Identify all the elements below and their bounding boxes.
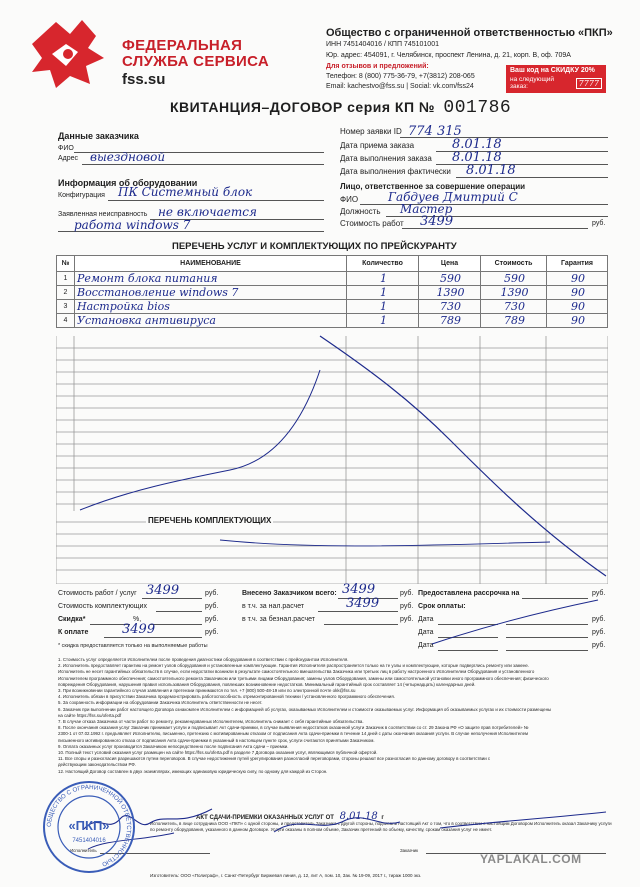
col-name: НАИМЕНОВАНИЕ — [75, 256, 347, 272]
col-price: Цена — [419, 256, 481, 272]
equipment-config-line — [108, 200, 324, 201]
cash-value: 3499 — [346, 596, 380, 611]
equipment-config-label: Конфигурация — [58, 192, 105, 199]
terms-line: 5. За сохранность информации на оборудовании Заказчика Исполнитель ответственности не несет. — [58, 700, 263, 706]
discount-percent: %, — [133, 616, 142, 623]
work-cost-label: Стоимость работ — [340, 219, 404, 228]
printer-footer: Изготовитель: ООО «Полиграф», г. Санкт-Петербург Биржевая линия, д. 12, лит А, пом. 10, Зак. № 19-09, 2017 г., тираж 1000 экз. — [150, 873, 422, 878]
services-header-row — [57, 256, 608, 272]
col-cost: Стоимость — [481, 256, 547, 272]
cell-price: 789 — [419, 314, 481, 328]
cell-qty: 1 — [347, 286, 419, 300]
cell-name: Установка антивируса — [75, 314, 347, 328]
cell-cost: 730 — [481, 300, 547, 314]
paid-total-value: 3499 — [342, 582, 376, 597]
discount-unit: руб. — [205, 616, 219, 623]
due-label: Срок оплаты: — [418, 603, 466, 610]
cashless-line — [324, 624, 398, 625]
customer-address-label: Адрес — [58, 155, 79, 162]
work-cost-value: 3499 — [420, 214, 454, 229]
discount-amount-line — [150, 624, 202, 625]
cell-number: 1 — [57, 272, 75, 286]
order-number-value: 774 315 — [408, 124, 462, 139]
stamp-center-text: «ПКП» — [68, 818, 110, 833]
responsible-fio-label: ФИО — [340, 195, 359, 204]
to-pay-line — [104, 637, 202, 638]
table-row — [57, 286, 608, 300]
work-total-value: 3499 — [146, 583, 180, 598]
company-email: Email: kachestvo@fss.su | Social: vk.com/fss24 — [326, 83, 474, 90]
company-name: Общество с ограниченной ответственностью «ПКП» — [326, 27, 613, 39]
cell-price: 590 — [419, 272, 481, 286]
order-number-label: Номер заявки ID — [340, 127, 402, 136]
equipment-heading: Информация об оборудовании — [58, 178, 198, 188]
table-row — [57, 272, 608, 286]
equipment-issue-value-1: не включается — [158, 205, 257, 219]
equipment-issue-value-2: работа windows 7 — [74, 218, 191, 232]
act-text: Исполнитель, в лице сотрудника ООО «ПКП» с одной стороны, и представитель Заказчика с другой стороны, подписали настоящий Акт о том, что в соответствии с настоящим Договором Исполнитель оказал Заказчику услуги по ремонту оборудования, указанного в данном Договоре. Услуги оказаны в полном объеме, Заказчик претензий по объему, качеству, срокам оказания услуг не имеет. — [150, 821, 612, 833]
stamp-inn-text: 7451404016 — [72, 838, 106, 844]
document-title — [170, 98, 511, 118]
feedback-title: Для отзывов и предложений: — [326, 63, 429, 70]
work-cost-unit: руб. — [592, 220, 606, 227]
header — [0, 0, 640, 98]
due-unit-2: руб. — [592, 629, 606, 636]
discount-label: Скидка* — [58, 616, 86, 623]
terms-line: 12. Настоящий Договор составлен в двух экземплярах, имеющих одинаковую юридическую силу, по одному для каждой из Сторон. — [58, 768, 328, 774]
discount-line-2: на следующий заказ: — [510, 76, 555, 90]
discount-footnote: * скидка предоставляется только на выполняемые работы — [58, 643, 208, 649]
cell-number: 2 — [57, 286, 75, 300]
components-total-unit: руб. — [205, 603, 219, 610]
fss-logo-icon — [26, 14, 110, 90]
cell-name: Ремонт блока питания — [75, 272, 347, 286]
to-pay-unit: руб. — [205, 629, 219, 636]
cell-warranty: 90 — [547, 286, 608, 300]
cell-warranty: 90 — [547, 300, 608, 314]
table-row — [57, 300, 608, 314]
installment-label: Предоставлена рассрочка на — [418, 590, 520, 597]
company-inn: ИНН 7451404016 / КПП 745101001 — [326, 41, 439, 48]
to-pay-value: 3499 — [122, 622, 156, 637]
col-qty: Количество — [347, 256, 419, 272]
customer-address-line — [82, 164, 324, 165]
due-amount-line-3 — [506, 650, 588, 651]
done-date-value: 8.01.18 — [452, 150, 502, 165]
responsible-position-label: Должность — [340, 207, 381, 216]
terms-block — [58, 657, 614, 775]
paid-total-unit: руб. — [400, 590, 414, 597]
terms-line: 9. Оплата оказанных услуг производится Заказчиком непосредственно после подписания Акта сдачи – приемки. — [58, 743, 289, 749]
installment-strike-mark — [430, 598, 600, 648]
signature-customer-label: Заказчик — [400, 848, 419, 853]
company-stamp — [42, 780, 136, 874]
cell-name: Настройка bios — [75, 300, 347, 314]
terms-line: Исполнителем программного обеспечения; самостоятельного ремонта Заказчиком или третьими лицами Оборудования; замены узлов Оборудования, замены или самостоятельной установки иного программного обеспечения; физического — [58, 675, 549, 681]
cell-price: 730 — [419, 300, 481, 314]
components-total-label: Стоимость комплектующих — [58, 603, 147, 610]
received-date-value: 8.01.18 — [452, 137, 502, 152]
discount-code: 7777 — [576, 78, 602, 89]
cash-label: в т.ч. за нал.расчет — [242, 603, 305, 610]
cash-line — [318, 611, 398, 612]
cell-qty: 1 — [347, 272, 419, 286]
watermark: YAPLAKAL.COM — [480, 852, 582, 866]
components-heading: ПЕРЕЧЕНЬ КОМПЛЕКТУЮЩИХ — [148, 516, 272, 525]
services-table-wrap — [56, 255, 608, 328]
strike-through-mark — [70, 330, 610, 580]
terms-line: 4. Исполнитель обязан в присутствии Заказчика продемонстрировать работоспособность отремонтированной техники / установленного программного обеспечения. — [58, 694, 395, 700]
terms-line: 2. Исполнитель предоставляет гарантию на ремонт узлов оборудования и установленные комплектующие. Гарантия Исполнителя распространяется только на те узлы и комплектующие, которые подверглись ремонту или замене. — [58, 663, 530, 669]
terms-line: письменного мотивированного отказа от подписания Акта сдачи-приемки в указанный в настоящем пункте срок, услуги считаются принятыми Заказчиком. — [58, 737, 375, 743]
equipment-issue-label: Заявленная неисправность — [58, 211, 148, 218]
components-total-line — [156, 611, 202, 612]
customer-address-value: выездновой — [90, 150, 166, 164]
col-warranty: Гарантия — [547, 256, 608, 272]
cashless-label: в т.ч. за безнал.расчет — [242, 616, 316, 623]
table-row — [57, 314, 608, 328]
cashless-unit: руб. — [400, 616, 414, 623]
terms-line: повреждения Оборудования, нарушения правил использования Оборудования, повлекших возникновение недостатков. Минимальный гарантийный срок составляет 14 (четырнадцать) календарных дней. — [58, 681, 476, 687]
cell-price: 1390 — [419, 286, 481, 300]
act-year-suffix: г — [381, 815, 384, 821]
col-number: № — [57, 256, 75, 272]
cell-cost: 1390 — [481, 286, 547, 300]
cell-qty: 1 — [347, 314, 419, 328]
act-heading-text: АКТ СДАЧИ-ПРИЕМКИ ОКАЗАННЫХ УСЛУГ ОТ — [196, 815, 334, 821]
received-date-label: Дата приема заказа — [340, 141, 415, 150]
terms-line: 7. В случае отказа Заказчика от части работ по ремонту, рекомендованных Исполнителем, Исполнитель снимает с себя гарантийные обязательства. — [58, 719, 364, 725]
due-date-label-3: Дата — [418, 642, 434, 649]
equipment-config-value: ПК Системный блок — [118, 185, 253, 199]
work-total-label: Стоимость работ / услуг — [58, 590, 137, 597]
logo-line-1: ФЕДЕРАЛЬНАЯ — [122, 37, 243, 54]
customer-signature-mark — [270, 808, 610, 838]
terms-line: 10. Полный текст условий оказания услуг размещен на сайте https://fss.su/oferta.pdf в разделе 7 Договора оказания услуг, являющимся публичной офертой. — [58, 750, 378, 756]
terms-line: действующим законодательством РФ. — [58, 762, 136, 768]
discount-line-1: Ваш код на СКИДКУ 20% — [510, 67, 595, 74]
company-phone: Телефон: 8 (800) 775-36-79, +7(3812) 208-065 — [326, 73, 475, 80]
company-address: Юр. адрес: 454091, г. Челябинск, проспект Ленина, д. 21, корп. В, оф. 709А — [326, 52, 571, 59]
cell-warranty: 90 — [547, 272, 608, 286]
cell-name: Восстановление windows 7 — [75, 286, 347, 300]
discount-badge — [506, 65, 606, 93]
done-date-label: Дата выполнения заказа — [340, 154, 432, 163]
terms-line: Исполнитель не несет гарантийных обязательств в случае, если недостатки возникли в результате самостоятельного вмешательства Заказчика или третьих лиц в работу настроенного Исполнителем Оборудования и установленного — [58, 669, 535, 675]
terms-line: 8. После окончания оказания услуг Заказчик принимает услуги и подписывает Акт сдачи-приемки, в случае выявления недостатков оказанной услуги Заказчик в соответствии со ст. 29 Закона РФ «О защите прав потребителей» № — [58, 725, 529, 731]
cell-number: 4 — [57, 314, 75, 328]
to-pay-label: К оплате — [58, 629, 89, 636]
terms-line: на сайте https://fss.su/oferta.pdf — [58, 712, 122, 718]
signature-executor-label: Исполнитель — [70, 848, 97, 853]
act-date-value: 8.01.18 — [339, 811, 378, 822]
cell-warranty: 90 — [547, 314, 608, 328]
logo-site: fss.su — [122, 71, 166, 88]
title-number: 001786 — [443, 98, 512, 118]
logo-line-2: СЛУЖБА СЕРВИСА — [122, 53, 270, 70]
actual-date-value: 8.01.18 — [466, 163, 516, 178]
work-total-line — [142, 598, 202, 599]
stamp-ring-text: ОБЩЕСТВО С ОГРАНИЧЕННОЙ ОТВЕТСТВЕННОСТЬЮ — [45, 783, 133, 868]
work-total-unit: руб. — [205, 590, 219, 597]
title-text: КВИТАНЦИЯ–ДОГОВОР серия КП № — [170, 99, 436, 115]
due-date-label-1: Дата — [418, 616, 434, 623]
due-unit-1: руб. — [592, 616, 606, 623]
responsible-position-value: Мастер — [400, 202, 453, 216]
actual-date-label: Дата выполнения фактически — [340, 167, 451, 176]
cell-cost: 789 — [481, 314, 547, 328]
terms-line: 1. Стоимость услуг определяется Исполнителем после проведения диагностики оборудования в соответствии с прейскурантом Исполнителя. — [58, 657, 349, 662]
customer-heading: Данные заказчика — [58, 131, 139, 141]
cell-number: 3 — [57, 300, 75, 314]
responsible-fio-line — [360, 204, 608, 205]
customer-fio-label: ФИО — [58, 145, 74, 152]
services-heading: ПЕРЕЧЕНЬ УСЛУГ И КОМПЛЕКТУЮЩИХ ПО ПРЕЙСКУРАНТУ — [172, 241, 457, 252]
due-date-label-2: Дата — [418, 629, 434, 636]
terms-line: 3. При возникновении гарантийного случая заявления и претензии принимаются по тел. +7 (800) 500-48-19 или по электронной почте okk@fss.su — [58, 688, 356, 694]
terms-line: 6. Заказчик при выполнении работ настоящего Договора ознакомлен Исполнителем с информацией об услугах, оказываемых Исполнителем и стоимости оказываемых услуг. Информация об оказываемых услугах и их стоимости размещены — [58, 706, 552, 712]
due-unit-3: руб. — [592, 642, 606, 649]
terms-line: 2300-1 от 07.02.1992 г. предъявляет Исполнителю, письменно, претензию с мотивированным отказом от подписания Акта сдачи-приемки в течение 14 дней с даты окончания оказания услуги. В случае неполучения Исполнителем — [58, 731, 529, 737]
responsible-fio-value: Габдуев Дмитрий С — [388, 190, 518, 204]
installment-unit: руб. — [592, 590, 606, 597]
cell-cost: 590 — [481, 272, 547, 286]
responsible-heading: Лицо, ответственное за совершение операции — [340, 182, 526, 191]
terms-line: 11. Все споры и разногласия разрешаются путем переговоров. В случае недостижения путей урегулирования разногласий переговорами, стороны решают все разногласия по данному договору в соответствии с — [58, 756, 491, 762]
due-date-line-3 — [438, 650, 498, 651]
cell-qty: 1 — [347, 300, 419, 314]
paid-total-label: Внесено Заказчиком всего: — [242, 590, 337, 597]
cash-unit: руб. — [400, 603, 414, 610]
services-table — [56, 255, 608, 328]
